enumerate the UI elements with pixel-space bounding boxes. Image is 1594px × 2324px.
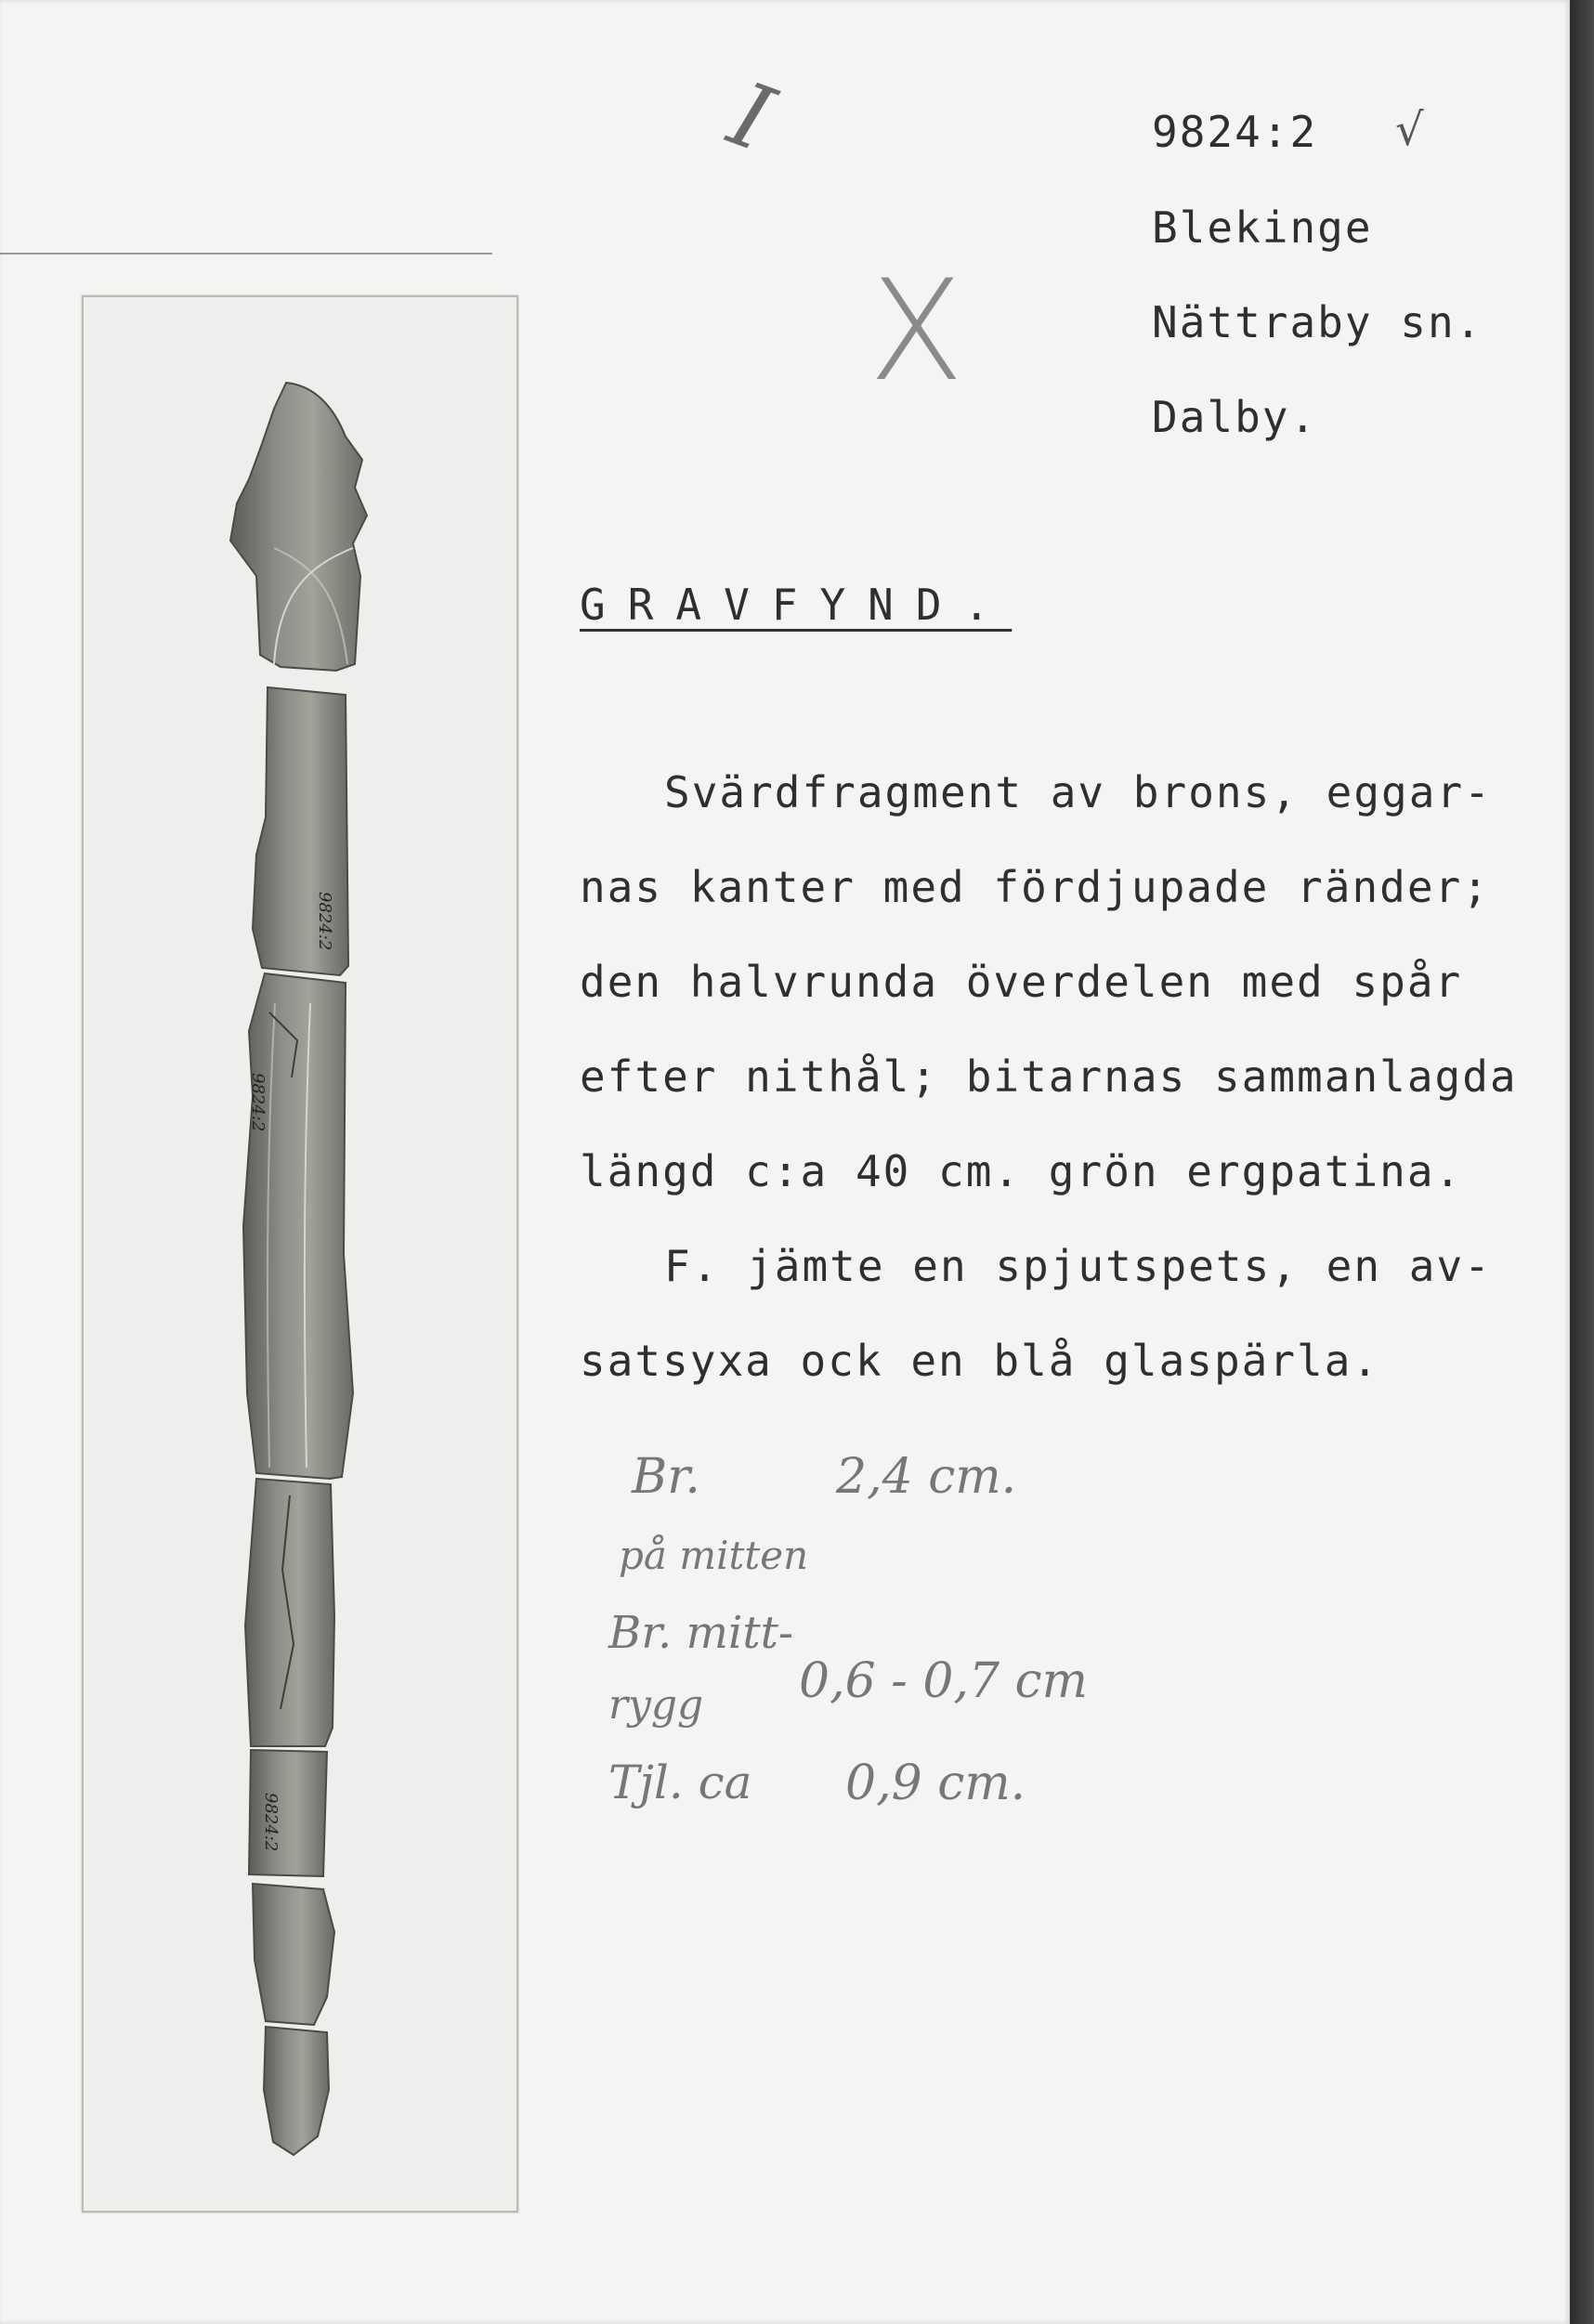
catalog-number: 9824:2 [1152, 107, 1318, 157]
photo-mount-rule [0, 253, 492, 255]
measurement-value: 2,4 cm. [836, 1449, 1017, 1505]
sword-blade-fragment [243, 973, 353, 1479]
cross-mark: X [869, 251, 964, 412]
check-mark: √ [1395, 104, 1424, 156]
description-line: satsyxa ock en blå glaspärla. [580, 1336, 1380, 1386]
measurement-label: Br. mitt- [608, 1607, 794, 1659]
measurement-value: 0,6 - 0,7 cm [799, 1653, 1088, 1709]
sword-blade-fragment [245, 1479, 334, 1746]
measurement-label: rygg [608, 1681, 704, 1729]
page-title: GRAVFYND. [580, 580, 1013, 630]
measurement-label: på mitten [619, 1533, 809, 1578]
measurement-label: Tjl. ca [608, 1756, 752, 1809]
photo-label: 9824:2 [315, 892, 334, 951]
sword-tip-fragment [264, 2027, 329, 2155]
province: Blekinge [1152, 202, 1373, 253]
sword-blade-fragment [253, 1884, 334, 2025]
scan-edge [1570, 0, 1594, 2324]
measurement-value: 0,9 cm. [845, 1756, 1026, 1811]
description-line: efter nithål; bitarnas sammanlagda [580, 1051, 1518, 1102]
artifact-photograph [82, 295, 518, 2213]
description-line: Svärdfragment av brons, eggar- [664, 767, 1492, 817]
description-line: den halvrunda överdelen med spår [580, 957, 1463, 1007]
measurement-label: Br. [632, 1449, 700, 1505]
description-line: F. jämte en spjutspets, en av- [664, 1241, 1492, 1291]
place: Dalby. [1152, 392, 1318, 442]
description-line: nas kanter med fördjupade ränder; [580, 862, 1490, 912]
photo-label: 9824:2 [248, 1073, 268, 1132]
sword-hilt-fragment [230, 383, 367, 671]
description-line: längd c:a 40 cm. grön ergpatina. [580, 1146, 1463, 1196]
photo-label: 9824:2 [261, 1793, 281, 1852]
parish: Nättraby sn. [1152, 297, 1483, 347]
roman-numeral-mark: I [716, 61, 786, 173]
sword-fragments-image [84, 297, 516, 2211]
